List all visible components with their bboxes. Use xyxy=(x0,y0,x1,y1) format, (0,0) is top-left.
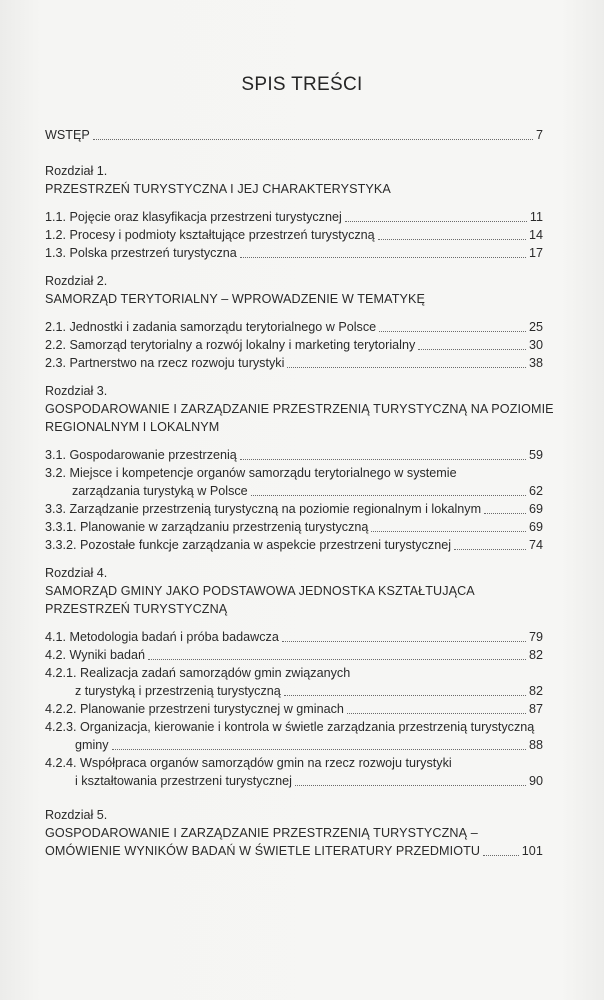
toc-entry[interactable] xyxy=(45,536,543,554)
toc-page-number: 69 xyxy=(528,520,543,534)
toc-entry[interactable] xyxy=(45,244,543,262)
toc-entry-text: zarządzania turystyką w Polsce xyxy=(72,484,248,498)
leader-dots xyxy=(418,348,526,350)
toc-page-number: 14 xyxy=(528,228,543,242)
toc-entry-text: 3.2. Miejsce i kompetencje organów samorządu terytorialnego w systemie xyxy=(45,466,457,480)
toc-entry-text: 4.2.4. Współpraca organów samorządów gmin na rzecz rozwoju turystyki xyxy=(45,756,452,770)
leader-dots xyxy=(148,658,526,660)
toc-page-number: 30 xyxy=(528,338,543,352)
toc-entry[interactable] xyxy=(45,842,543,860)
toc-entry[interactable] xyxy=(45,772,543,790)
leader-dots xyxy=(484,512,526,514)
toc-entry-text: 1.3. Polska przestrzeń turystyczna xyxy=(45,246,237,260)
leader-dots xyxy=(347,712,526,714)
toc-entry-text: 4.2.1. Realizacja zadań samorządów gmin związanych xyxy=(45,666,351,680)
toc-entry-text: 3.3.2. Pozostałe funkcje zarządzania w aspekcie przestrzeni turystycznej xyxy=(45,538,451,552)
leader-dots xyxy=(345,220,527,222)
toc-entry[interactable] xyxy=(45,628,543,646)
toc-entry[interactable] xyxy=(45,500,543,518)
leader-dots xyxy=(284,694,526,696)
toc-entry-text: 4.1. Metodologia badań i próba badawcza xyxy=(45,630,279,644)
toc-entry-wstep[interactable] xyxy=(45,126,543,144)
toc-entry-text: OMÓWIENIE WYNIKÓW BADAŃ W ŚWIETLE LITERATURY PRZEDMIOTU xyxy=(45,844,481,858)
toc-entry[interactable] xyxy=(45,318,543,336)
chapter-title: SAMORZĄD GMINY JAKO PODSTAWOWA JEDNOSTKA KSZTAŁTUJĄCA xyxy=(45,584,475,598)
leader-dots xyxy=(240,256,526,258)
leader-dots xyxy=(240,458,526,460)
leader-dots xyxy=(251,494,526,496)
toc-page-number: 79 xyxy=(528,630,543,644)
toc-entry[interactable] xyxy=(45,736,543,754)
toc-page-number: 17 xyxy=(528,246,543,260)
toc-entry-text: 4.2.2. Planowanie przestrzeni turystycznej w gminach xyxy=(45,702,344,716)
chapter-title: SAMORZĄD TERYTORIALNY – WPROWADZENIE W TEMATYKĘ xyxy=(45,292,426,306)
toc-entry-text: 3.3. Zarządzanie przestrzenią turystyczną na poziomie regionalnym i lokalnym xyxy=(45,502,482,516)
toc-page-number: 7 xyxy=(535,128,543,142)
toc-entry-text: 4.2.3. Organizacja, kierowanie i kontrola w świetle zarządzania przestrzenią turystyczną xyxy=(45,720,535,734)
chapter-title: GOSPODAROWANIE I ZARZĄDZANIE PRZESTRZENIĄ TURYSTYCZNĄ – xyxy=(45,826,478,840)
toc-entry[interactable] xyxy=(45,646,543,664)
chapter-title-continued: REGIONALNYM I LOKALNYM xyxy=(45,420,220,434)
toc-page-number: 82 xyxy=(528,648,543,662)
toc-page-number: 62 xyxy=(528,484,543,498)
toc-entry[interactable] xyxy=(45,208,543,226)
chapter-label: Rozdział 3. xyxy=(45,384,108,398)
leader-dots xyxy=(378,238,526,240)
toc-entry-text: i kształtowania przestrzeni turystycznej xyxy=(75,774,292,788)
toc-page-number: 69 xyxy=(528,502,543,516)
leader-dots xyxy=(287,366,526,368)
toc-entry[interactable] xyxy=(45,700,543,718)
toc-entry-text: WSTĘP xyxy=(45,128,90,142)
toc-entry-text: z turystyką i przestrzenią turystyczną xyxy=(75,684,281,698)
leader-dots xyxy=(282,640,526,642)
table-of-contents xyxy=(45,126,554,860)
toc-entry-text: 4.2. Wyniki badań xyxy=(45,648,145,662)
toc-entry[interactable] xyxy=(45,336,543,354)
toc-entry[interactable] xyxy=(45,682,543,700)
toc-entry[interactable] xyxy=(45,518,543,536)
leader-dots xyxy=(379,330,526,332)
leader-dots xyxy=(483,854,519,856)
toc-entry-text: 3.1. Gospodarowanie przestrzenią xyxy=(45,448,237,462)
leader-dots xyxy=(93,138,533,140)
toc-entry-text: 2.3. Partnerstwo na rzecz rozwoju turystyki xyxy=(45,356,285,370)
toc-entry-text: 2.2. Samorząd terytorialny a rozwój lokalny i marketing terytorialny xyxy=(45,338,416,352)
chapter-label: Rozdział 2. xyxy=(45,274,108,288)
chapter-title: GOSPODAROWANIE I ZARZĄDZANIE PRZESTRZENIĄ TURYSTYCZNĄ NA POZIOMIE xyxy=(45,402,554,416)
page-title: SPIS TREŚCI xyxy=(241,74,363,95)
toc-entry[interactable] xyxy=(45,482,543,500)
leader-dots xyxy=(454,548,526,550)
toc-entry-text: 3.3.1. Planowanie w zarządzaniu przestrzenią turystyczną xyxy=(45,520,369,534)
chapter-label: Rozdział 1. xyxy=(45,164,108,178)
toc-page-number: 38 xyxy=(528,356,543,370)
toc-entry-text: gminy xyxy=(75,738,109,752)
toc-page-number: 82 xyxy=(528,684,543,698)
toc-entry[interactable] xyxy=(45,226,543,244)
toc-page-number: 11 xyxy=(529,210,543,224)
toc-page-number: 87 xyxy=(528,702,543,716)
toc-entry-text: 2.1. Jednostki i zadania samorządu terytorialnego w Polsce xyxy=(45,320,377,334)
toc-page-number: 74 xyxy=(528,538,543,552)
toc-page-number: 90 xyxy=(528,774,543,788)
toc-entry-text: 1.2. Procesy i podmioty kształtujące przestrzeń turystyczną xyxy=(45,228,375,242)
leader-dots xyxy=(371,530,526,532)
toc-page-number: 25 xyxy=(528,320,543,334)
chapter-label: Rozdział 4. xyxy=(45,566,108,580)
chapter-title: PRZESTRZEŃ TURYSTYCZNA I JEJ CHARAKTERYSTYKA xyxy=(45,182,391,196)
leader-dots xyxy=(112,748,526,750)
leader-dots xyxy=(295,784,526,786)
chapter-title-continued: PRZESTRZEŃ TURYSTYCZNĄ xyxy=(45,602,228,616)
toc-entry[interactable] xyxy=(45,446,543,464)
toc-page-number: 59 xyxy=(528,448,543,462)
toc-entry-text: 1.1. Pojęcie oraz klasyfikacja przestrzeni turystycznej xyxy=(45,210,342,224)
chapter-label: Rozdział 5. xyxy=(45,808,108,822)
toc-page-number: 88 xyxy=(528,738,543,752)
toc-page-number: 101 xyxy=(521,844,543,858)
toc-entry[interactable] xyxy=(45,354,543,372)
